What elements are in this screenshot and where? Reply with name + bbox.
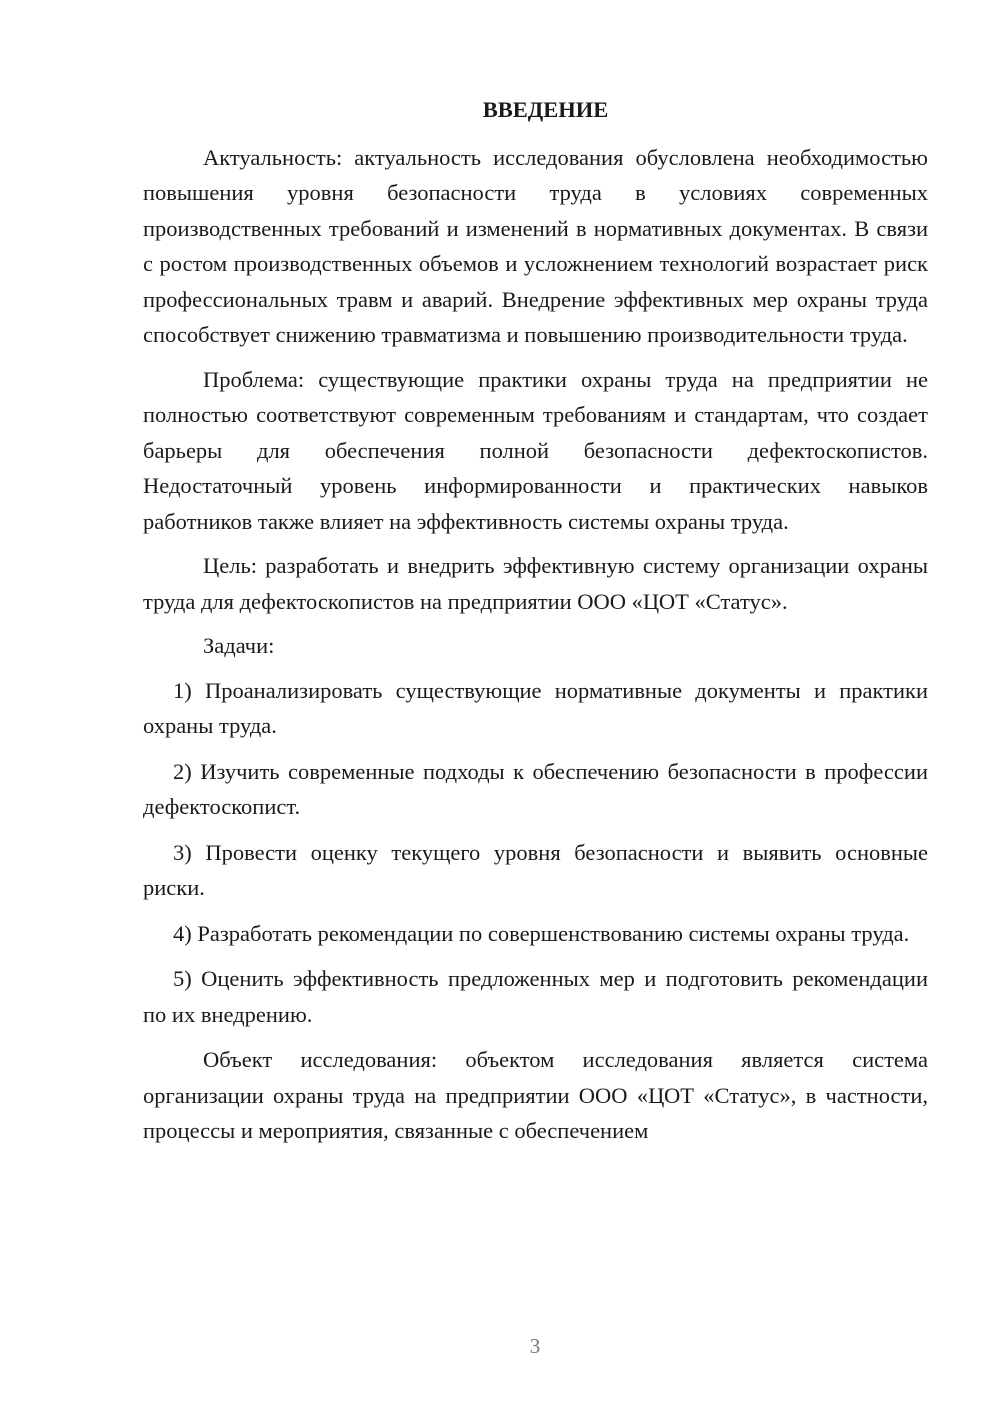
section-heading: ВВЕДЕНИЕ [482, 97, 609, 122]
task-item-5: 5) Оценить эффективность предложенных мер и подготовить рекомендации по их внедрению. [143, 966, 928, 1027]
task-item-4: 4) Разработать рекомендации по совершенствованию системы охраны труда. [173, 920, 910, 946]
task-item-2: 2) Изучить современные подходы к обеспечению безопасности в профессии дефектоскопист. [143, 758, 928, 819]
paragraph-object: Объект исследования: объектом исследования является система организации охраны труда на предприятии ООО «ЦОТ «Статус», в частности, процессы и мероприятия, связанные с обеспечением [143, 1047, 928, 1143]
paragraph-goal: Цель: разработать и внедрить эффективную систему организации охраны труда для дефектоскопистов на предприятии ООО «ЦОТ «Статус». [143, 553, 928, 614]
tasks-label: Задачи: [203, 633, 275, 658]
paragraph-relevance: Актуальность: актуальность исследования обусловлена необходимостью повышения уровня безопасности труда в условиях современных производственных требований и изменений в нормативных документах. В связи с ростом производственных объемов и усложнением технологий возрастает риск профессиональных травм и аварий. Внедрение эффективных мер охраны труда способствует снижению травматизма и повышению производительности труда. [143, 144, 928, 347]
task-item-3: 3) Провести оценку текущего уровня безопасности и выявить основные риски. [143, 839, 928, 900]
page-content [143, 92, 928, 1158]
page-number: 3 [529, 1334, 541, 1358]
paragraph-problem: Проблема: существующие практики охраны труда на предприятии не полностью соответствуют современным требованиям и стандартам, что создает барьеры для обеспечения полной безопасности дефектоскопистов. Недостаточный уровень информированности и практических навыков работников также влияет на эффективность системы охраны труда. [143, 366, 928, 534]
task-item-1: 1) Проанализировать существующие нормативные документы и практики охраны труда. [143, 677, 928, 738]
